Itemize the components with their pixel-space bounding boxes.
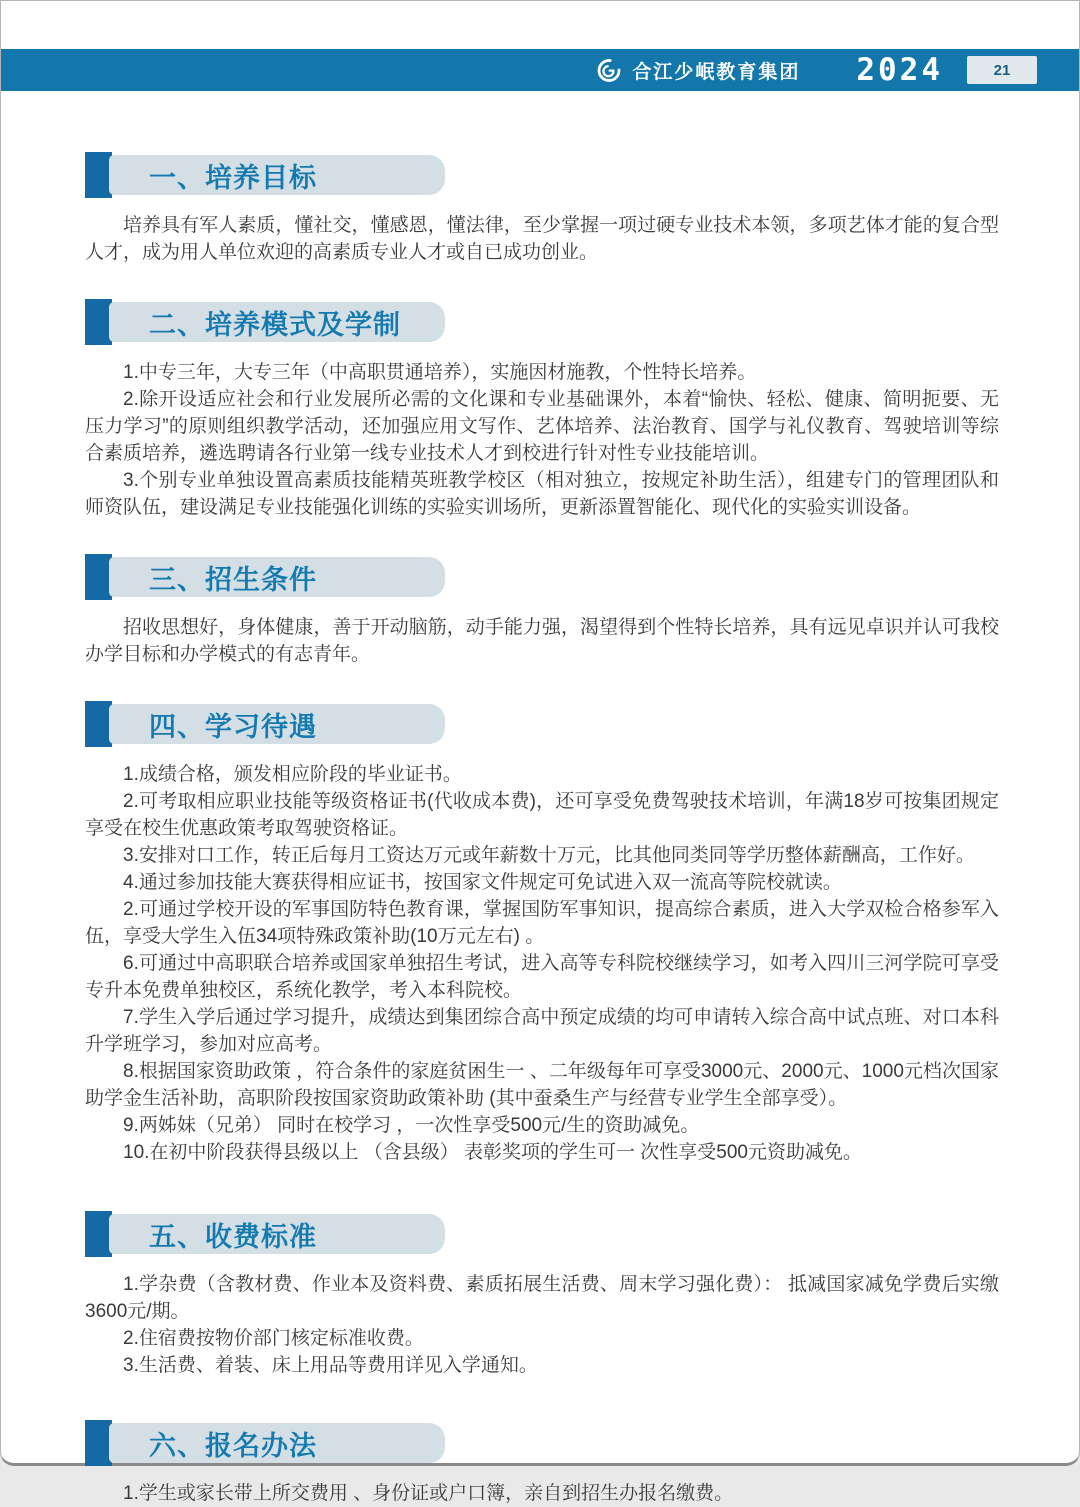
paragraph: 1.学杂费（含教材费、作业本及资料费、素质拓展生活费、周末学习强化费）： 抵减国家减免学费后实缴3600元/期。: [85, 1274, 999, 1322]
accent-square: [85, 554, 112, 600]
section-title: 五、收费标准: [149, 1221, 317, 1252]
section-body: [85, 212, 999, 266]
section-title: 二、培养模式及学制: [149, 309, 401, 340]
paragraph: 培养具有军人素质，懂社交，懂感恩，懂法律，至少掌握一项过硬专业技术本领，多项艺体才能的复合型人才，成为用人单位欢迎的高素质专业人才或自已成功创业。: [85, 215, 999, 263]
paragraph: 招收思想好，身体健康，善于开动脑筋，动手能力强，渴望得到个性特长培养，具有远见卓识并认可我校办学目标和办学模式的有志青年。: [85, 617, 999, 665]
paragraph: 3.安排对口工作，转正后每月工资达万元或年薪数十万元，比其他同类同等学历整体薪酬高，工作好。: [123, 845, 975, 866]
paragraph: 1.成绩合格，颁发相应阶段的毕业证书。: [123, 764, 462, 785]
section-study-benefits: [85, 700, 999, 1166]
section-heading: [85, 700, 999, 748]
section-banner: [109, 557, 445, 597]
paragraph: 6.可通过中高职联合培养或国家单独招生考试，进入高等专科院校继续学习，如考入四川三河学院可享受专升本免费单独校区，系统化教学，考入本科院校。: [85, 953, 999, 1001]
brand-name: 合江少岷教育集团: [632, 61, 801, 83]
paragraph: 2.住宿费按物价部门核定标准收费。: [123, 1328, 424, 1349]
paragraph: 1.学生或家长带上所交费用 、身份证或户口簿，亲自到招生办报名缴费。: [123, 1483, 734, 1504]
section-heading: [85, 553, 999, 601]
paragraph: 9.两姊妹（兄弟） 同时在校学习 ，一次性享受500元/生的资助减免。: [123, 1115, 700, 1136]
section-training-goal: [85, 151, 999, 266]
brand: [594, 55, 800, 85]
section-body: [85, 359, 999, 521]
section-heading: [85, 298, 999, 346]
section-admission-requirements: [85, 553, 999, 668]
accent-square: [85, 299, 112, 345]
section-banner: [109, 302, 445, 342]
section-body: [85, 1271, 999, 1379]
section-title: 一、培养目标: [149, 162, 317, 193]
paragraph: 2.除开设适应社会和行业发展所必需的文化课和专业基础课外，本着“愉快、轻松、健康、简明扼要、无压力学习”的原则组织教学活动，还加强应用文写作、艺体培养、法治教育、国学与礼仪教育、驾驶培训等综合素质培养，遴选聘请各行业第一线专业技术人才到校进行针对性专业技能培训。: [85, 389, 999, 464]
accent-square: [85, 701, 112, 747]
paragraph: 2.可通过学校开设的军事国防特色教育课，掌握国防军事知识，提高综合素质，进入大学双检合格参军入伍，享受大学生入伍34项特殊政策补助(10万元左右) 。: [85, 899, 999, 947]
paragraph: 8.根据国家资助政策 ，符合条件的家庭贫困生一 、二年级每年可享受3000元、2000元、1000元档次国家助学金生活补助，高职阶段按国家资助政策补助 (其中蚕桑生产与经营专业学生全部享受）。: [85, 1061, 999, 1109]
paragraph: 1.中专三年，大专三年（中高职贯通培养），实施因材施教，个性特长培养。: [123, 362, 757, 383]
section-fees: [85, 1210, 999, 1379]
accent-square: [85, 1420, 112, 1466]
section-banner: [109, 155, 445, 195]
section-registration: [85, 1419, 999, 1507]
section-banner: [109, 1214, 445, 1254]
section-heading: [85, 151, 999, 199]
section-title: 六、报名办法: [149, 1430, 317, 1461]
paragraph: 7.学生入学后通过学习提升，成绩达到集团综合高中预定成绩的均可申请转入综合高中试点班、对口本科升学班学习，参加对应高考。: [85, 1007, 999, 1055]
year-label: 2024: [856, 52, 943, 88]
section-training-mode: [85, 298, 999, 521]
paragraph: 2.可考取相应职业技能等级资格证书(代收成本费)，还可享受免费驾驶技术培训，年满18岁可按集团规定享受在校生优惠政策考取驾驶资格证。: [85, 791, 999, 839]
page-content: [1, 151, 1079, 1507]
section-heading: [85, 1210, 999, 1258]
paragraph: 3.生活费、着装、床上用品等费用详见入学通知。: [123, 1355, 538, 1376]
accent-square: [85, 152, 112, 198]
page-number-badge: 21: [967, 56, 1037, 84]
section-heading: [85, 1419, 999, 1467]
paragraph: 3.个别专业单独设置高素质技能精英班教学校区（相对独立，按规定补助生活），组建专门的管理团队和师资队伍，建设满足专业技能强化训练的实验实训场所，更新添置智能化、现代化的实验实训设备。: [85, 470, 999, 518]
header-bar: [1, 49, 1079, 91]
paragraph: 4.通过参加技能大赛获得相应证书，按国家文件规定可免试进入双一流高等院校就读。: [123, 872, 842, 893]
section-title: 三、招生条件: [149, 564, 317, 595]
section-body: [85, 761, 999, 1166]
paragraph: 10.在初中阶段获得县级以上 （含县级） 表彰奖项的学生可一 次性享受500元资助减免。: [123, 1142, 862, 1163]
section-body: [85, 1480, 999, 1507]
section-banner: [109, 1423, 445, 1463]
section-body: [85, 614, 999, 668]
section-title: 四、学习待遇: [149, 711, 317, 742]
accent-square: [85, 1211, 112, 1257]
brand-logo-icon: [594, 55, 624, 85]
section-banner: [109, 704, 445, 744]
